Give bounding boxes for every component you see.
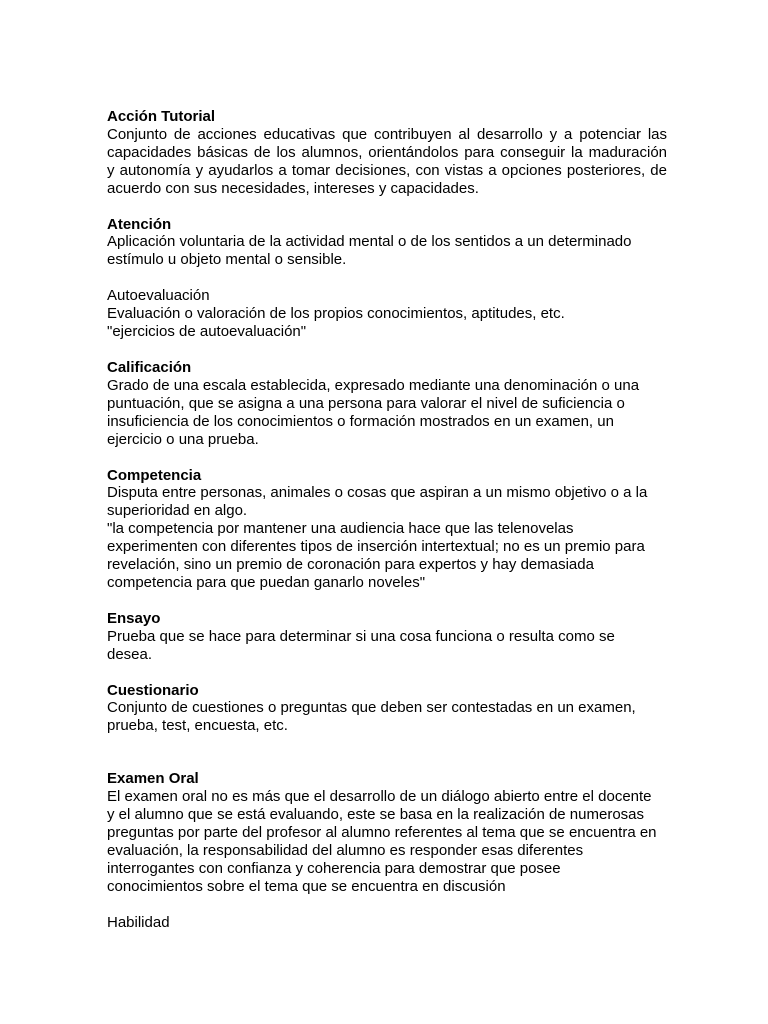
term-heading: Atención — [107, 215, 172, 233]
entry-calificacion — [107, 359, 667, 449]
definition-line: Aplicación voluntaria de la actividad mental o de los sentidos a un determinado — [107, 233, 632, 251]
entry-accion-tutorial — [107, 108, 667, 198]
definition-line: desea. — [107, 645, 153, 663]
definition-line: y el alumno que se está evaluando, este se basa en la realización de numerosas — [107, 806, 645, 824]
definition-line: estímulo u objeto mental o sensible. — [107, 251, 347, 269]
example-line: revelación, sino un premio de coronación para expertos y hay demasiada — [107, 556, 594, 574]
definition-line: evaluación, la responsabilidad del alumno es responder esas diferentes — [107, 841, 584, 859]
definition-line: conocimientos sobre el tema que se encuentra en discusión — [107, 877, 506, 895]
definition-line: insuficiencia de los conocimientos o formación mostrados en un examen, un — [107, 412, 614, 430]
term-heading: Autoevaluación — [107, 287, 210, 305]
entry-cuestionario — [107, 682, 667, 736]
definition-line: Grado de una escala establecida, expresado mediante una denominación o una — [107, 376, 640, 394]
definition-line: interrogantes con confianza y coherencia para demostrar que posee — [107, 859, 561, 877]
definition-line: capacidades básicas de los alumnos, orientándolos para conseguir la maduración — [107, 143, 667, 161]
entry-ensayo — [107, 610, 667, 664]
term-heading: Ensayo — [107, 609, 161, 627]
example-line: experimenten con diferentes tipos de inserción intertextual; no es un premio para — [107, 538, 645, 556]
entry-habilidad — [107, 914, 667, 932]
term-heading: Habilidad — [107, 913, 170, 931]
entry-atencion — [107, 216, 667, 270]
document-page — [107, 108, 667, 950]
term-heading: Examen Oral — [107, 770, 199, 788]
definition-line: El examen oral no es más que el desarrollo de un diálogo abierto entre el docente — [107, 788, 652, 806]
definition-line: Conjunto de acciones educativas que contribuyen al desarrollo y a potenciar las — [107, 125, 667, 143]
definition-line: preguntas por parte del profesor al alumno referentes al tema que se encuentra en — [107, 824, 657, 841]
definition-line: prueba, test, encuesta, etc. — [107, 717, 288, 735]
definition-line: Conjunto de cuestiones o preguntas que deben ser contestadas en un examen, — [107, 699, 636, 717]
definition-line: acuerdo con sus necesidades, intereses y capacidades. — [107, 179, 479, 197]
definition-line: Evaluación o valoración de los propios conocimientos, aptitudes, etc. — [107, 305, 565, 323]
definition-line: superioridad en algo. — [107, 502, 248, 520]
definition-line: y autonomía y ayudarlos a tomar decisiones, con vistas a opciones posteriores, de — [107, 161, 667, 179]
entry-examen-oral — [107, 770, 667, 895]
entry-autoevaluacion — [107, 287, 667, 341]
entry-competencia — [107, 467, 667, 592]
definition-line: Prueba que se hace para determinar si una cosa funciona o resulta como se — [107, 627, 615, 645]
term-heading: Competencia — [107, 466, 202, 484]
definition-line: Disputa entre personas, animales o cosas que aspiran a un mismo objetivo o a la — [107, 484, 648, 502]
term-heading: Acción Tutorial — [107, 108, 216, 125]
definition-line: ejercicio o una prueba. — [107, 430, 259, 448]
example-line: competencia para que puedan ganarlo noveles" — [107, 573, 426, 591]
definition-line: puntuación, que se asigna a una persona para valorar el nivel de suficiencia o — [107, 394, 625, 412]
term-heading: Cuestionario — [107, 681, 199, 699]
example-line: "la competencia por mantener una audiencia hace que las telenovelas — [107, 520, 574, 538]
example-line: "ejercicios de autoevaluación" — [107, 323, 307, 341]
term-heading: Calificación — [107, 358, 192, 376]
